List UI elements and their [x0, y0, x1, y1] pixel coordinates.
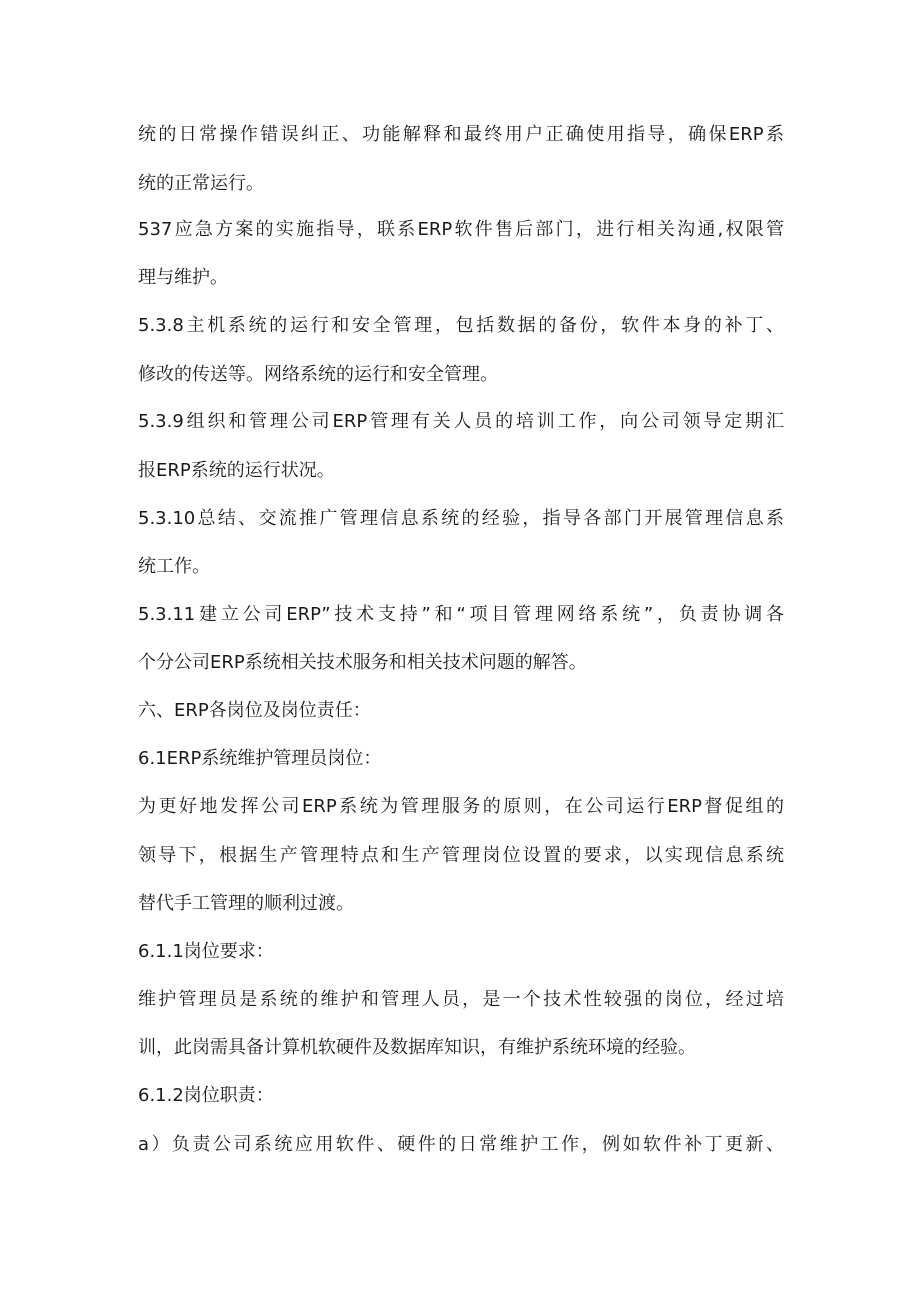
body-text-line: 5.3.9组织和管理公司ERP管理有关人员的培训工作，向公司领导定期汇	[138, 411, 784, 432]
body-text-line: 统的正常运行。	[138, 173, 264, 194]
body-text-line: 训，此岗需具备计算机软硬件及数据库知识，有维护系统环境的经验。	[138, 1037, 696, 1058]
body-text-line: 5.3.8主机系统的运行和安全管理，包括数据的备份，软件本身的补丁、	[138, 315, 784, 336]
body-text-line: a）负责公司系统应用软件、硬件的日常维护工作，例如软件补丁更新、	[138, 1134, 784, 1155]
body-text-line: 5.3.11建立公司ERP”技术支持”和“项目管理网络系统”，负责协调各	[138, 604, 784, 625]
body-text-line: 为更好地发挥公司ERP系统为管理服务的原则，在公司运行ERP督促组的	[138, 796, 784, 817]
body-text-line: 修改的传送等。网络系统的运行和安全管理。	[138, 364, 498, 385]
section-heading: 六、ERP各岗位及岗位责任：	[138, 700, 371, 721]
body-text-line: 报ERP系统的运行状况。	[138, 460, 335, 481]
body-text-line: 5.3.10总结、交流推广管理信息系统的经验，指导各部门开展管理信息系	[138, 508, 784, 529]
subsection-heading: 6.1.1岗位要求：	[138, 941, 274, 962]
body-text-line: 个分公司ERP系统相关技术服务和相关技术问题的解答。	[138, 652, 587, 673]
body-text-line: 537应急方案的实施指导，联系ERP软件售后部门，进行相关沟通,权限管	[138, 219, 784, 240]
subsection-heading: 6.1.2岗位职责：	[138, 1085, 274, 1106]
body-text-line: 统工作。	[138, 556, 210, 577]
body-text-line: 替代手工管理的顺利过渡。	[138, 893, 354, 914]
body-text-line: 统的日常操作错误纠正、功能解释和最终用户正确使用指导，确保ERP系	[138, 124, 784, 145]
body-text-line: 理与维护。	[138, 267, 228, 288]
subsection-heading: 6.1ERP系统维护管理员岗位：	[138, 748, 382, 769]
body-text-line: 领导下，根据生产管理特点和生产管理岗位设置的要求，以实现信息系统	[138, 845, 784, 866]
body-text-line: 维护管理员是系统的维护和管理人员，是一个技术性较强的岗位，经过培	[138, 989, 784, 1010]
